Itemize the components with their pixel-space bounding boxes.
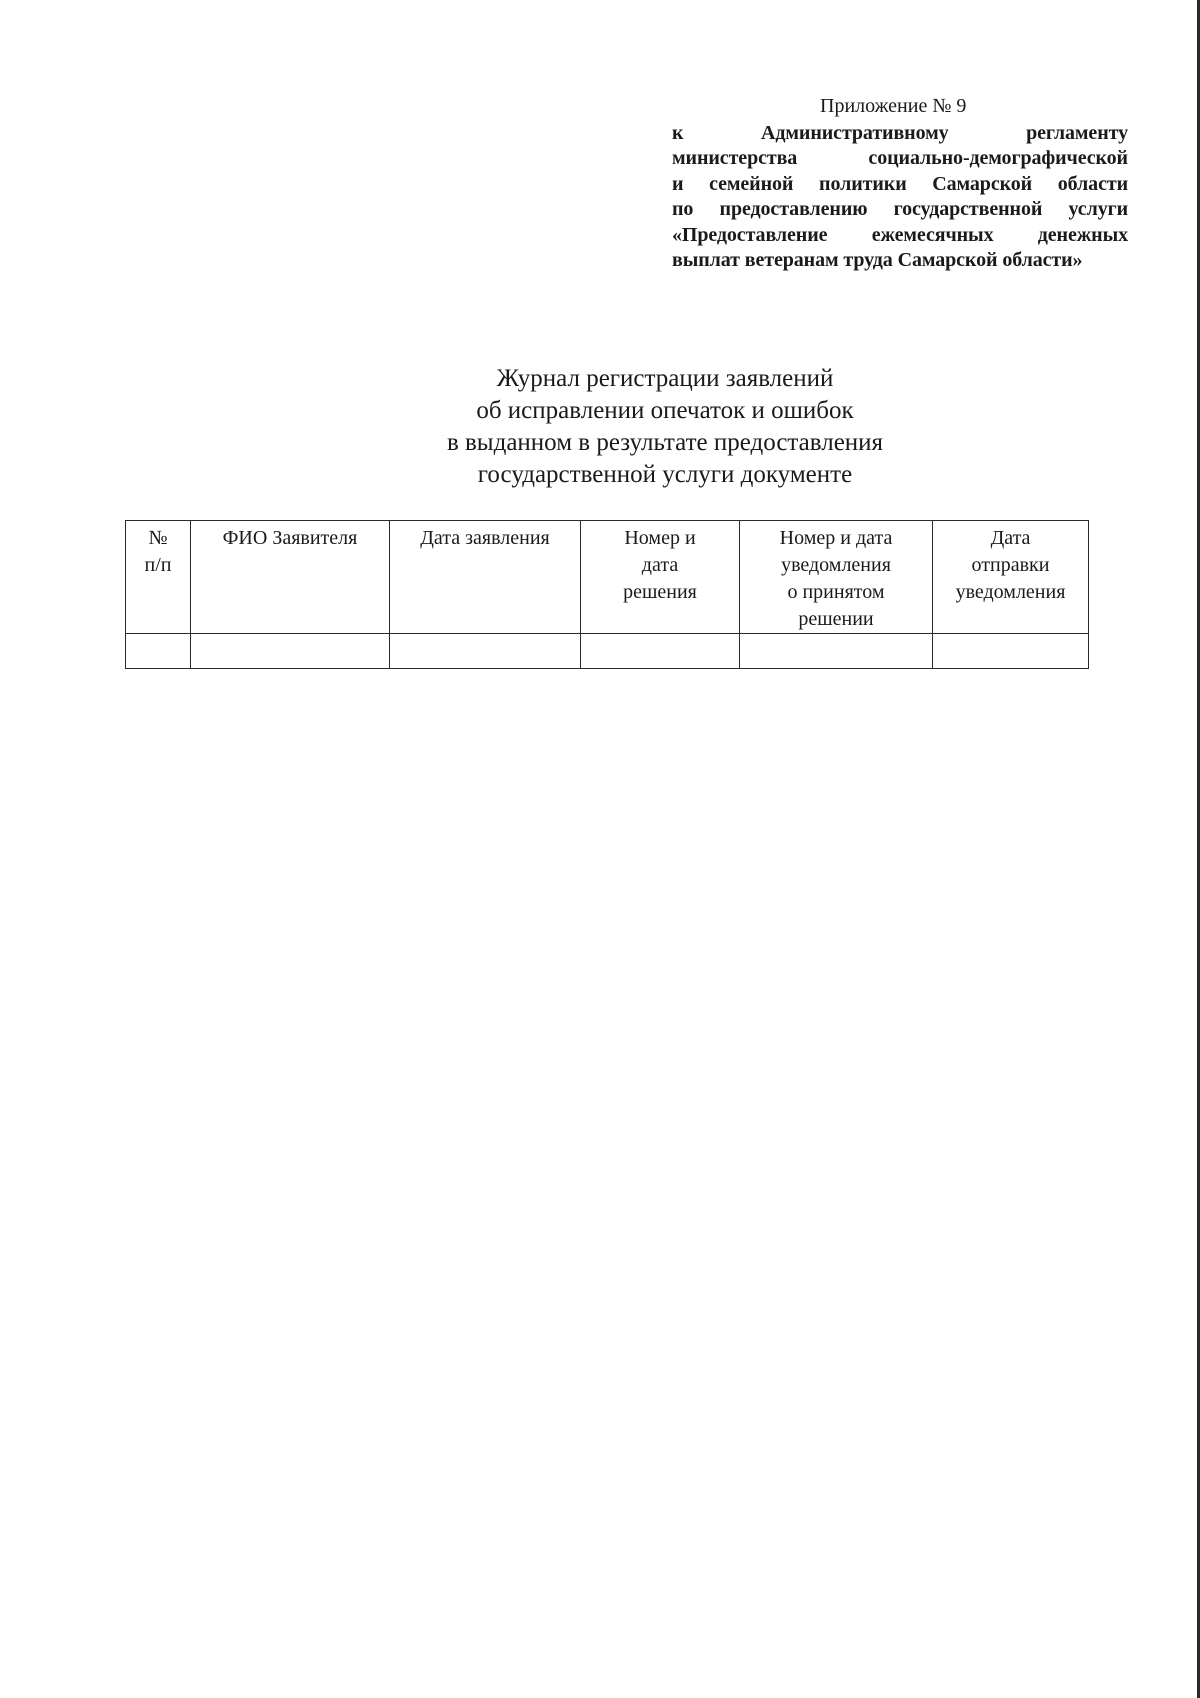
header-number	[126, 521, 191, 634]
table-cell	[390, 634, 581, 669]
appendix-line: по предоставлению государственной услуги	[672, 198, 1128, 220]
header-text: о принятом	[787, 581, 885, 603]
header-text: ФИО Заявителя	[222, 527, 358, 549]
table-header-row	[126, 521, 1089, 634]
header-application-date	[390, 521, 581, 634]
appendix-line: выплат ветеранам труда Самарской области»	[672, 249, 1083, 271]
table-row	[126, 634, 1089, 669]
header-text: Номер и дата	[779, 527, 893, 549]
header-text: Номер и	[624, 527, 696, 549]
table-cell	[126, 634, 191, 669]
appendix-line: министерства социально-демографической	[672, 147, 1128, 169]
header-text: отправки	[971, 554, 1050, 576]
header-text: уведомления	[781, 554, 891, 576]
document-title-line: об исправлении опечаток и ошибок	[476, 397, 854, 424]
document-title-line: Журнал регистрации заявлений	[496, 365, 834, 392]
document-title-line: государственной услуги документе	[477, 461, 853, 488]
table-cell	[740, 634, 933, 669]
header-text: п/п	[144, 554, 172, 576]
appendix-line: «Предоставление ежемесячных денежных	[672, 223, 1128, 246]
document-title	[300, 363, 1030, 491]
table-cell	[191, 634, 390, 669]
header-text: №	[148, 527, 168, 549]
header-text: дата	[641, 554, 679, 576]
header-text: решении	[798, 608, 874, 630]
header-text: уведомления	[955, 581, 1066, 603]
header-text: Дата заявления	[420, 527, 550, 549]
document-title-line: в выданном в результате предоставления	[446, 429, 884, 456]
header-applicant-name	[191, 521, 390, 634]
header-notification-send-date	[933, 521, 1089, 634]
appendix-title: Приложение № 9	[820, 95, 967, 117]
appendix-block	[672, 94, 1128, 274]
table-cell	[933, 634, 1089, 669]
table-cell	[581, 634, 740, 669]
header-decision-number-date	[581, 521, 740, 634]
appendix-line: и семейной политики Самарской области	[672, 172, 1128, 195]
header-text: решения	[623, 581, 697, 603]
header-notification-number-date	[740, 521, 933, 634]
appendix-line: к Административному регламенту	[672, 121, 1128, 144]
register-table	[125, 520, 1089, 669]
header-text: Дата	[990, 527, 1031, 549]
